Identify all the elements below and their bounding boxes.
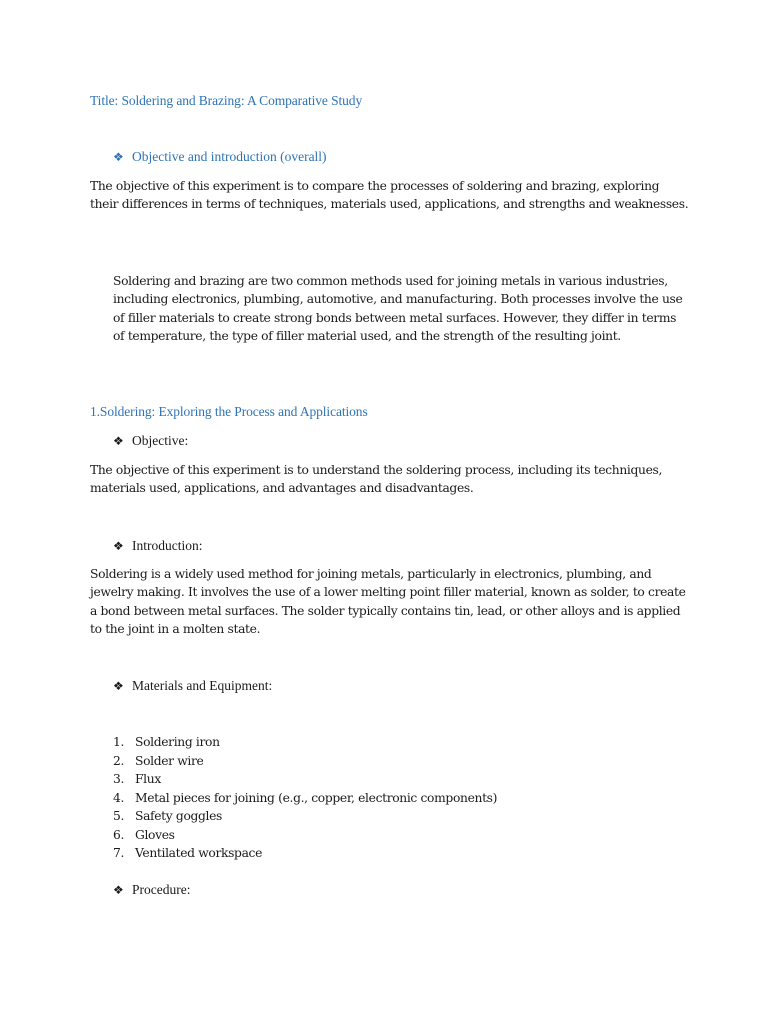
diamond-bullet-icon: ❖ bbox=[113, 433, 124, 448]
overall-heading bbox=[113, 149, 327, 165]
materials-heading bbox=[113, 678, 272, 694]
procedure-label: Procedure: bbox=[132, 882, 191, 897]
document-title: Title: Soldering and Brazing: A Comparative Study bbox=[90, 93, 363, 108]
objective-heading bbox=[113, 433, 188, 449]
list-item: 2. Solder wire bbox=[113, 753, 204, 768]
section1-heading: 1.Soldering: Exploring the Process and Applications bbox=[90, 404, 368, 419]
list-item: 7. Ventilated workspace bbox=[113, 846, 263, 860]
introduction-heading bbox=[113, 538, 203, 554]
section1-objective-paragraph: The objective of this experiment is to understand the soldering process, including its techniques, materials used, applications, and advantages and disadvantages. bbox=[90, 463, 663, 496]
materials-list bbox=[113, 733, 673, 863]
overall-objective-paragraph: The objective of this experiment is to compare the processes of soldering and brazing, exploring their differences in terms of techniques, materials used, applications, and strengths and weaknesses. bbox=[90, 179, 689, 212]
overall-intro-paragraph: Soldering and brazing are two common methods used for joining metals in various industries, including electronics, plumbing, automotive, and manufacturing. Both processes involve the use of filler materials to create strong bonds between metal surfaces. However, they differ in terms of temperature, the type of filler material used, and the strength of the resulting joint. bbox=[113, 274, 683, 344]
list-item: 4. Metal pieces for joining (e.g., copper, electronic components) bbox=[113, 790, 498, 805]
list-item: 5. Safety goggles bbox=[113, 809, 223, 823]
section1-intro-paragraph: Soldering is a widely used method for joining metals, particularly in electronics, plumbing, and jewelry making. It involves the use of a lower melting point filler material, known as solder, to create a bond between metal surfaces. The solder typically contains tin, lead, or other alloys and is applied to the joint in a molten state. bbox=[90, 567, 686, 637]
objective-label: Objective: bbox=[132, 433, 189, 448]
overall-heading-label: Objective and introduction (overall) bbox=[132, 149, 327, 164]
list-item: 1. Soldering iron bbox=[113, 735, 220, 749]
procedure-heading bbox=[113, 882, 190, 898]
list-item: 6. Gloves bbox=[113, 827, 175, 842]
diamond-bullet-icon: ❖ bbox=[113, 538, 124, 553]
list-item: 3. Flux bbox=[113, 772, 161, 786]
diamond-bullet-icon: ❖ bbox=[113, 882, 124, 897]
introduction-label: Introduction: bbox=[132, 538, 203, 553]
diamond-bullet-icon: ❖ bbox=[113, 149, 124, 164]
diamond-bullet-icon: ❖ bbox=[113, 678, 124, 693]
materials-label: Materials and Equipment: bbox=[132, 678, 273, 693]
